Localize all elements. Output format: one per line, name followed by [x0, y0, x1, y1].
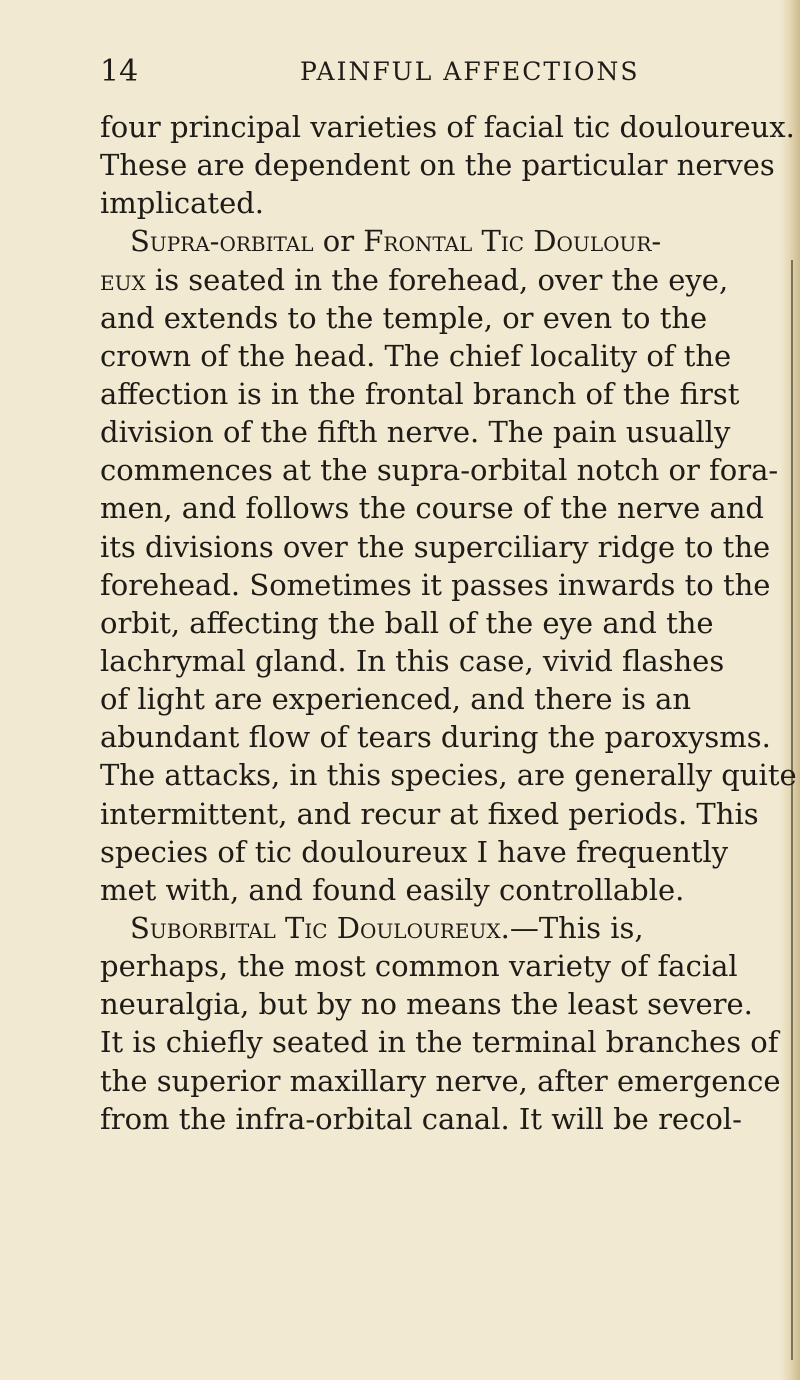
text-line: intermittent, and recur at fixed periods. This: [100, 796, 759, 831]
text-line: and extends to the temple, or even to the: [100, 300, 708, 335]
section-heading-line: [100, 222, 792, 260]
page-number: 14: [100, 54, 139, 89]
text-line: neuralgia, but by no means the least severe.: [100, 987, 753, 1022]
text-fragment: is seated in the forehead, over the eye,: [145, 262, 729, 297]
text-line: crown of the head. The chief locality of the: [100, 338, 732, 373]
text-line: the superior maxillary nerve, after emergence: [100, 1063, 781, 1098]
text-line: The attacks, in this species, are generally quite: [100, 758, 797, 793]
text-line: [100, 261, 792, 299]
text-line: men, and follows the course of the nerve and: [100, 491, 764, 526]
text-line: abundant flow of tears during the paroxysms.: [100, 720, 771, 755]
section-heading-supra-orbital: Supra-orbital: [130, 224, 314, 259]
text-line: It is chiefly seated in the terminal branches of: [100, 1025, 779, 1060]
text-line: affection is in the frontal branch of the first: [100, 376, 740, 411]
section-heading-continuation: eux: [100, 262, 146, 297]
text-line: of light are experienced, and there is an: [100, 682, 692, 717]
text-line: perhaps, the most common variety of facial: [100, 949, 738, 984]
text-line: four principal varieties of facial tic douloureux.: [100, 110, 795, 144]
text-fragment: or: [313, 224, 364, 259]
running-head: PAINFUL AFFECTIONS: [300, 57, 640, 86]
text-fragment: —This is,: [509, 910, 644, 945]
text-line: species of tic douloureux I have frequently: [100, 834, 729, 869]
body-text: [100, 108, 797, 1138]
section-heading-suborbital: Suborbital Tic Douloureux.: [130, 910, 510, 945]
section-heading-frontal: Frontal Tic Doulour-: [363, 224, 662, 259]
text-line: implicated.: [100, 186, 265, 221]
text-line: lachrymal gland. In this case, vivid flashes: [100, 643, 725, 678]
section-heading-line: [100, 909, 792, 947]
text-line: orbit, affecting the ball of the eye and the: [100, 605, 714, 640]
text-line: These are dependent on the particular nerves: [100, 148, 775, 183]
text-line: met with, and found easily controllable.: [100, 872, 685, 907]
text-line: commences at the supra-orbital notch or fora-: [100, 453, 779, 488]
text-line: its divisions over the superciliary ridge to the: [100, 529, 771, 564]
page-header: [0, 52, 800, 92]
text-line: from the infra-orbital canal. It will be recol-: [100, 1101, 742, 1136]
text-line: forehead. Sometimes it passes inwards to the: [100, 567, 771, 602]
text-line: division of the fifth nerve. The pain usually: [100, 415, 731, 450]
